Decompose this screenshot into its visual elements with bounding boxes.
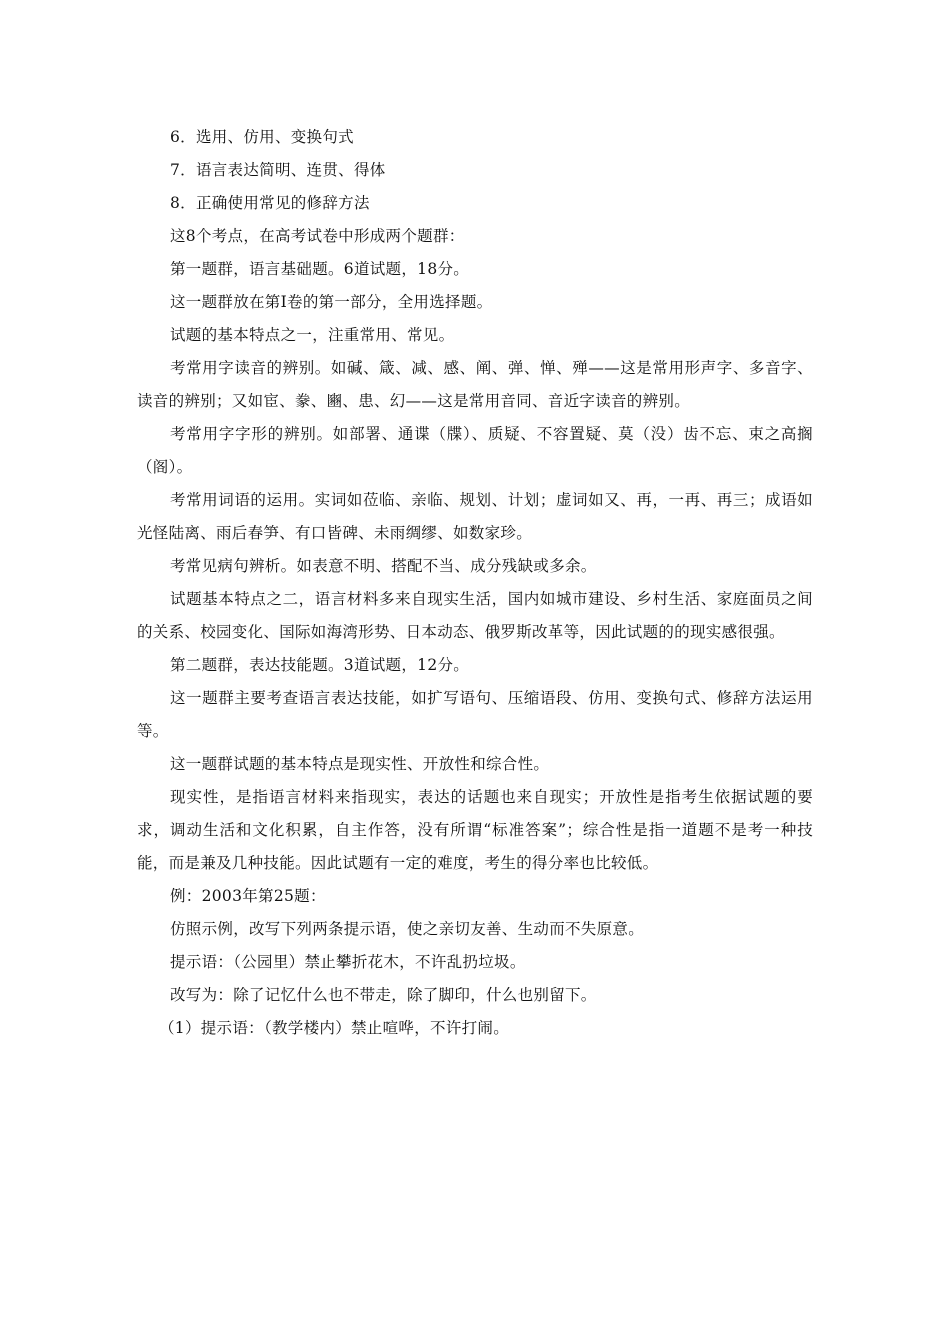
paragraph-group-one: 第一题群，语言基础题。6道试题，18分。 [170, 260, 470, 278]
paragraph-example-heading: 例：2003年第25题： [170, 887, 326, 905]
paragraph-example-rewrite: 改写为：除了记忆什么也不带走，除了脚印，什么也别留下。 [170, 986, 597, 1004]
paragraph-feature-one: 试题的基本特点之一，注重常用、常见。 [170, 326, 455, 344]
paragraph-pronunciation: 考常用字读音的辨别。如碱、箴、减、感、阐、弹、惮、殚——这是常用形声字、多音字、读音的辨别；又如宦、豢、豳、患、幻——这是常用音同、音近字读音的辨别。 [137, 359, 813, 410]
paragraph-sentence-errors: 考常见病句辨析。如表意不明、搭配不当、成分残缺或多余。 [170, 557, 597, 575]
paragraph-word-usage: 考常用词语的运用。实词如莅临、亲临、规划、计划；虚词如又、再，一再、再三；成语如光怪陆离、雨后春笋、有口皆碑、未雨绸缪、如数家珍。 [137, 491, 813, 542]
paragraph-group-one-format: 这一题群放在第Ⅰ卷的第一部分，全用选择题。 [170, 293, 493, 311]
paragraph-group-two: 第二题群，表达技能题。3道试题，12分。 [170, 656, 470, 674]
list-item-8: 8．正确使用常见的修辞方法 [170, 194, 370, 212]
paragraph-character-form: 考常用字字形的辨别。如部署、通谍（牒）、质疑、不容置疑、莫（没）齿不忘、束之高搁（阁）。 [137, 425, 813, 476]
paragraph-group-two-skills: 这一题群主要考查语言表达技能，如扩写语句、压缩语段、仿用、变换句式、修辞方法运用等。 [137, 689, 813, 740]
paragraph-example-prompt: 提示语：（公园里）禁止攀折花木，不许乱扔垃圾。 [170, 953, 526, 971]
paragraph-features-explained: 现实性，是指语言材料来指现实，表达的话题也来自现实；开放性是指考生依据试题的要求，调动生活和文化积累，自主作答，没有所谓“标准答案”；综合性是指一道题不是考一种技能，而是兼及几种技能。因此试题有一定的难度，考生的得分率也比较低。 [137, 788, 813, 872]
paragraph-feature-two: 试题基本特点之二，语言材料多来自现实生活，国内如城市建设、乡村生活、家庭面员之间的关系、校园变化、国际如海湾形势、日本动态、俄罗斯改革等，因此试题的的现实感很强。 [137, 590, 813, 641]
paragraph-question-one: （1）提示语：（教学楼内）禁止喧哗，不许打闹。 [159, 1019, 510, 1037]
list-item-7: 7．语言表达简明、连贯、得体 [170, 161, 386, 179]
document-body [137, 121, 813, 1045]
paragraph-intro: 这8个考点，在高考试卷中形成两个题群： [170, 227, 465, 245]
paragraph-example-instruction: 仿照示例，改写下列两条提示语，使之亲切友善、生动而不失原意。 [170, 920, 645, 938]
paragraph-group-two-features: 这一题群试题的基本特点是现实性、开放性和综合性。 [170, 755, 550, 773]
list-item-6: 6．选用、仿用、变换句式 [170, 128, 354, 146]
